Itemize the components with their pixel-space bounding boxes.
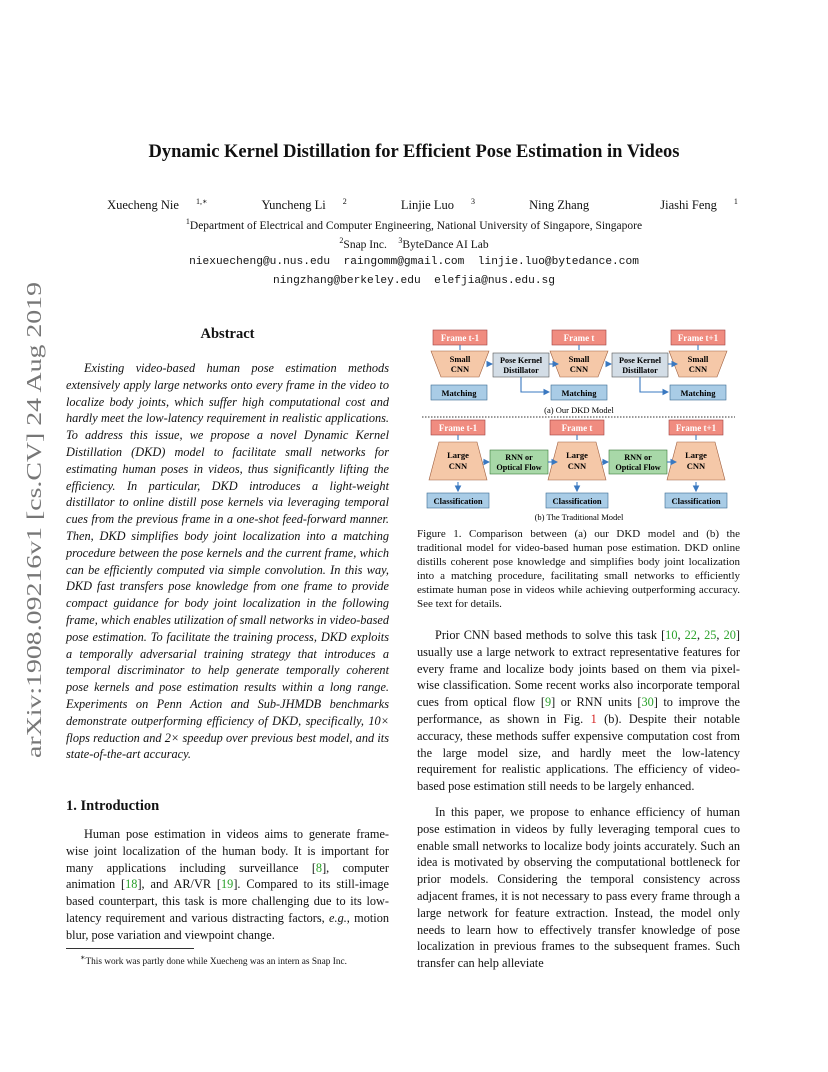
svg-text:Frame t: Frame t <box>563 333 595 343</box>
classification-block <box>427 493 489 508</box>
author: Jiashi Feng $^1$ <box>660 197 738 213</box>
svg-text:Frame t-1: Frame t-1 <box>440 333 480 343</box>
svg-text:Optical Flow: Optical Flow <box>615 463 661 472</box>
citation-link[interactable]: 22 <box>684 628 697 642</box>
intro-heading: 1. Introduction <box>66 798 160 814</box>
affiliation-line-2: $^2$Snap Inc. $^3$ByteDance AI Lab <box>339 236 489 251</box>
svg-text:CNN: CNN <box>567 461 587 471</box>
svg-text:Frame t: Frame t <box>561 423 593 433</box>
svg-text:CNN: CNN <box>688 364 708 374</box>
right-paragraph-2: In this paper, we propose to enhance efficiency of human pose estimation in videos by fully leveraging temporal cues to enable small networks to localize body joints accurately. Such an idea is motivated by observing the computational bottleneck for prior models. Considering the temporal consistency across adjacent frames, it is not necessary to pass every frame through a large network for feature extraction. Instead, the model only needs to learn how to effectively transfer knowledge of pose localization in previous frames to the subsequent frames. Such transfer can help alleviate <box>417 805 740 971</box>
right-paragraph-1: Prior CNN based methods to solve this task [10, 22, 25, 20] usually use a large network to extract representative features for every frame and localize body joints based on them via pixel-wise classification. Some recent works also incorporate temporal cues from optical flow [9] or RNN units [30] to improve the performance, as shown in Fig. 1 (b). Despite their notable accuracy, these methods suffer expensive computation cost from the large model size, and hardly meet the low-latency requirement for realistic applications. The efficiency of video-based pose estimation still needs to be largely enhanced. <box>417 628 741 794</box>
citation-link[interactable]: 9 <box>544 695 552 710</box>
figure-1 <box>417 322 740 527</box>
abstract-text: Existing video-based human pose estimation methods extensively apply large networks onto every frame in the video to localize body joints, which suffer high computational cost and hardly meet the low-latency requirement in realistic applications. To address this issue, we propose a novel Dynamic Kernel Distillation (DKD) model to facilitate small networks for estimating human poses in videos, thus significantly lifting the efficiency. In particular, DKD introduces a light-weight distillator to online distill pose kernels via leveraging temporal cues from the previous frame in a one-shot feed-forward manner. Then, DKD simplifies body joint localization into a matching procedure between the pose kernels and the current frame, which can be efficiently computed via simple convolution. In this way, DKD fast transfers pose knowledge from one frame to provide compact guidance for body joint localization in the following frame, which enables utilization of small networks in video-based pose estimation. To facilitate the training process, DKD exploits a temporally adversarial training strategy that introduces a temporal discriminator to help generate temporally coherent pose kernels and pose estimation results within a long range. Experiments on Penn Action and Sub-JHMDB benchmarks demonstrate outperforming efficiency of DKD, specifically, 10× flops reduction and 2× speedup over previous best model, and its state-of-the-art accuracy. <box>66 361 389 762</box>
author: Ning Zhang <box>529 198 590 213</box>
citation-link[interactable]: 30 <box>641 695 654 710</box>
large-cnn-block <box>667 442 725 480</box>
large-cnn-block <box>548 442 606 480</box>
abstract-heading: Abstract <box>200 326 255 342</box>
frame-box <box>552 330 606 345</box>
svg-text:Small: Small <box>449 354 471 364</box>
figure-caption: Figure 1. Comparison between (a) our DKD model and (b) the traditional model for video-based human pose estimation. DKD online distills coherent pose knowledge and simplifies body joint localization into a matching procedure, facilitating small networks to efficiently estimate human pose in videos while achieving outperforming accuracy. See text for details. <box>417 528 740 610</box>
arxiv-stamp <box>22 280 48 760</box>
author: Linjie Luo $^3$ <box>400 197 475 213</box>
svg-text:Matching: Matching <box>441 388 477 398</box>
arxiv-id: arXiv:1908.09216v1 [cs.CV] 24 Aug 2019 <box>22 390 46 758</box>
svg-text:Distillator: Distillator <box>622 366 658 375</box>
svg-text:CNN: CNN <box>569 364 589 374</box>
subcaption-a: (a) Our DKD Model <box>544 405 614 415</box>
svg-text:Matching: Matching <box>680 388 716 398</box>
svg-text:CNN: CNN <box>448 461 468 471</box>
rnn-block <box>609 450 667 474</box>
email-line-1: niexuecheng@u.nus.edu raingomm@gmail.com linjie.luo@bytedance.com <box>189 256 639 268</box>
svg-text:Distillator: Distillator <box>503 366 539 375</box>
frame-box <box>433 330 487 345</box>
svg-text:Frame t-1: Frame t-1 <box>438 423 478 433</box>
small-cnn-block <box>669 351 727 377</box>
affiliation-line-1: $^1$Department of Electrical and Computer Engineering, National University of Singapore, Singapore <box>185 217 643 232</box>
distillator-block <box>612 353 668 377</box>
svg-text:Large: Large <box>685 450 707 460</box>
small-cnn-block <box>431 351 489 377</box>
svg-text:RNN or: RNN or <box>505 453 533 462</box>
svg-text:Frame t+1: Frame t+1 <box>675 423 717 433</box>
distillator-block <box>493 353 549 377</box>
author-list <box>0 197 828 213</box>
footnote: ∗This work was partly done while Xuecheng was an intern as Snap Inc. <box>80 953 347 968</box>
citation-link[interactable]: 8 <box>315 860 323 875</box>
citation-link[interactable]: 20 <box>723 628 736 642</box>
svg-text:Frame t+1: Frame t+1 <box>677 333 719 343</box>
svg-text:Matching: Matching <box>561 388 597 398</box>
svg-text:RNN or: RNN or <box>624 453 652 462</box>
svg-text:Classification: Classification <box>671 496 721 506</box>
author: Xuecheng Nie $^{1,∗}$ <box>107 197 208 213</box>
citation-link[interactable]: 10 <box>665 628 678 642</box>
traditional-diagram <box>425 420 727 522</box>
paper-title: Dynamic Kernel Distillation for Efficient Pose Estimation in Videos <box>148 142 680 162</box>
matching-block <box>431 385 487 400</box>
email-line-2: ningzhang@berkeley.edu elefjia@nus.edu.sg <box>273 275 555 287</box>
footnote-rule <box>66 948 194 949</box>
svg-text:Small: Small <box>568 354 590 364</box>
svg-text:Optical Flow: Optical Flow <box>496 463 542 472</box>
matching-block <box>670 385 726 400</box>
svg-text:Classification: Classification <box>433 496 483 506</box>
citation-link[interactable]: 19 <box>221 877 234 892</box>
matching-block <box>551 385 607 400</box>
svg-text:CNN: CNN <box>450 364 470 374</box>
svg-text:CNN: CNN <box>686 461 706 471</box>
frame-box <box>431 420 485 435</box>
frame-box <box>550 420 604 435</box>
svg-text:Pose Kernel: Pose Kernel <box>618 356 662 365</box>
frame-box <box>669 420 723 435</box>
rnn-block <box>490 450 548 474</box>
svg-text:Large: Large <box>447 450 469 460</box>
svg-text:Small: Small <box>687 354 709 364</box>
svg-text:Classification: Classification <box>552 496 602 506</box>
svg-text:Pose Kernel: Pose Kernel <box>499 356 543 365</box>
citation-link[interactable]: 18 <box>125 877 138 892</box>
small-cnn-block <box>550 351 608 377</box>
intro-paragraph: Human pose estimation in videos aims to generate frame-wise joint localization of the human body. It is important for many applications including surveillance [8], computer animation [18], and AR/VR [19]. Compared to its still-image based counterpart, this task is more challenging due to its low-latency requirement and various distracting factors, e.g., motion blur, pose variation and viewpoint change. <box>66 827 390 942</box>
classification-block <box>546 493 608 508</box>
large-cnn-block <box>425 440 493 484</box>
author: Yuncheng Li $^2$ <box>261 197 347 213</box>
citation-link[interactable]: 25 <box>704 628 717 642</box>
figure-link[interactable]: 1 <box>590 711 597 726</box>
svg-text:Large: Large <box>566 450 588 460</box>
frame-box <box>671 330 725 345</box>
classification-block <box>665 493 727 508</box>
dkd-diagram <box>431 330 727 415</box>
subcaption-b: (b) The Traditional Model <box>534 512 624 522</box>
